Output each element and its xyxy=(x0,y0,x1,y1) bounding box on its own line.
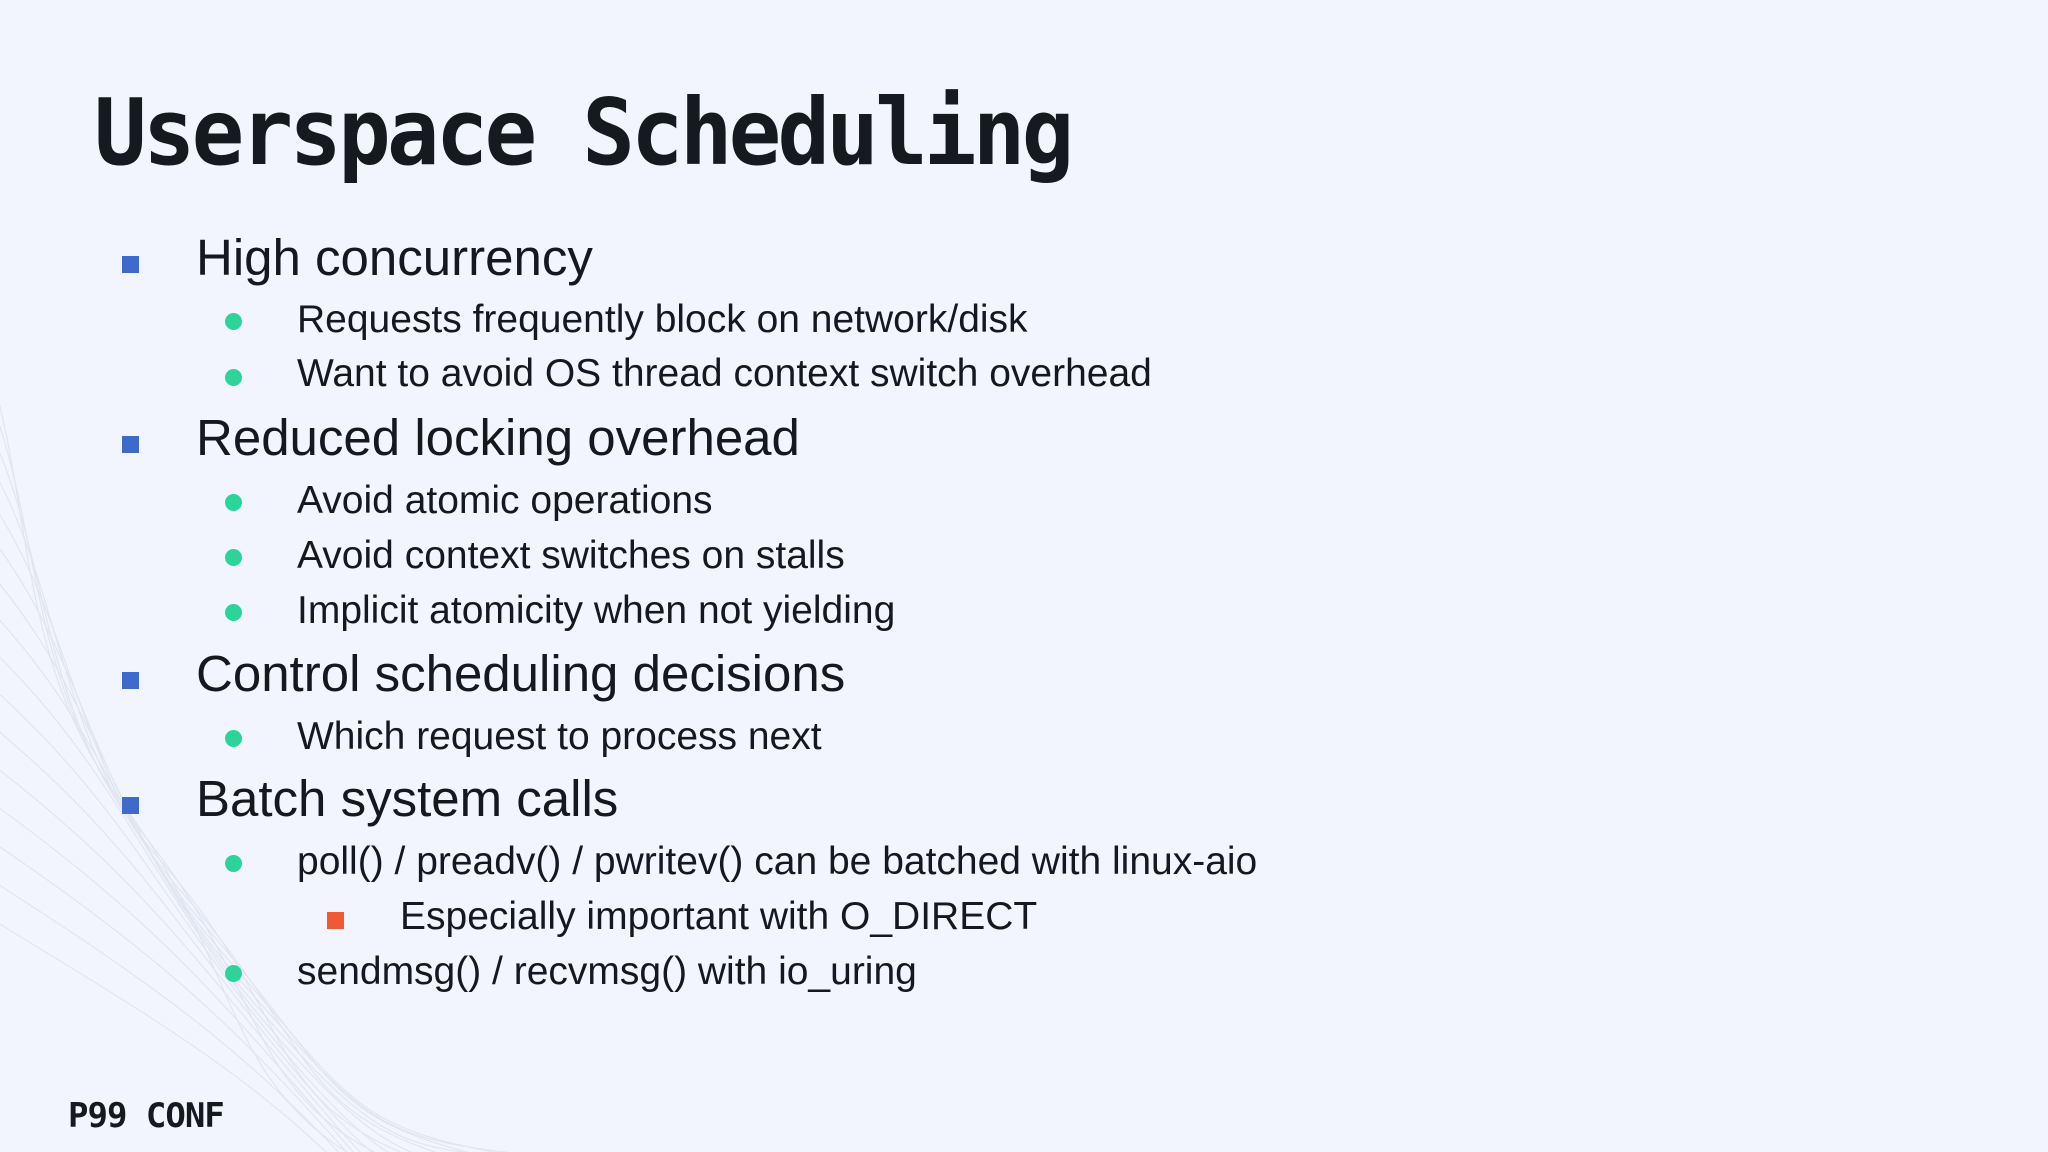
green-dot-bullet-icon xyxy=(225,369,242,386)
bullet-text: Reduced locking overhead xyxy=(196,409,800,466)
bullet-text: Want to avoid OS thread context switch overhead xyxy=(297,352,1152,395)
bullet-text: Requests frequently block on network/disk xyxy=(297,298,1028,341)
blue-square-bullet-icon xyxy=(122,672,139,689)
green-dot-bullet-icon xyxy=(225,313,242,330)
bullet-text: High concurrency xyxy=(196,229,593,286)
green-dot-bullet-icon xyxy=(225,604,242,621)
green-dot-bullet-icon xyxy=(225,965,242,982)
green-dot-bullet-icon xyxy=(225,494,242,511)
bullet-text: Avoid context switches on stalls xyxy=(297,534,845,577)
bullet-text: Avoid atomic operations xyxy=(297,479,713,522)
green-dot-bullet-icon xyxy=(225,549,242,566)
bullet-text: Batch system calls xyxy=(196,770,619,827)
bullet-text: sendmsg() / recvmsg() with io_uring xyxy=(297,950,917,993)
bullet-text: Especially important with O_DIRECT xyxy=(400,895,1038,938)
blue-square-bullet-icon xyxy=(122,797,139,814)
bullet-text: Implicit atomicity when not yielding xyxy=(297,589,896,632)
blue-square-bullet-icon xyxy=(122,256,139,273)
orange-square-bullet-icon xyxy=(327,912,344,929)
bullet-text: Control scheduling decisions xyxy=(196,645,846,702)
bullet-text: Which request to process next xyxy=(297,715,822,758)
green-dot-bullet-icon xyxy=(225,855,242,872)
bullet-text: poll() / preadv() / pwritev() can be batched with linux-aio xyxy=(297,840,1258,883)
slide-title: Userspace Scheduling xyxy=(94,79,1071,186)
conference-logo: P99 CONF xyxy=(68,1096,224,1136)
blue-square-bullet-icon xyxy=(122,436,139,453)
green-dot-bullet-icon xyxy=(225,730,242,747)
